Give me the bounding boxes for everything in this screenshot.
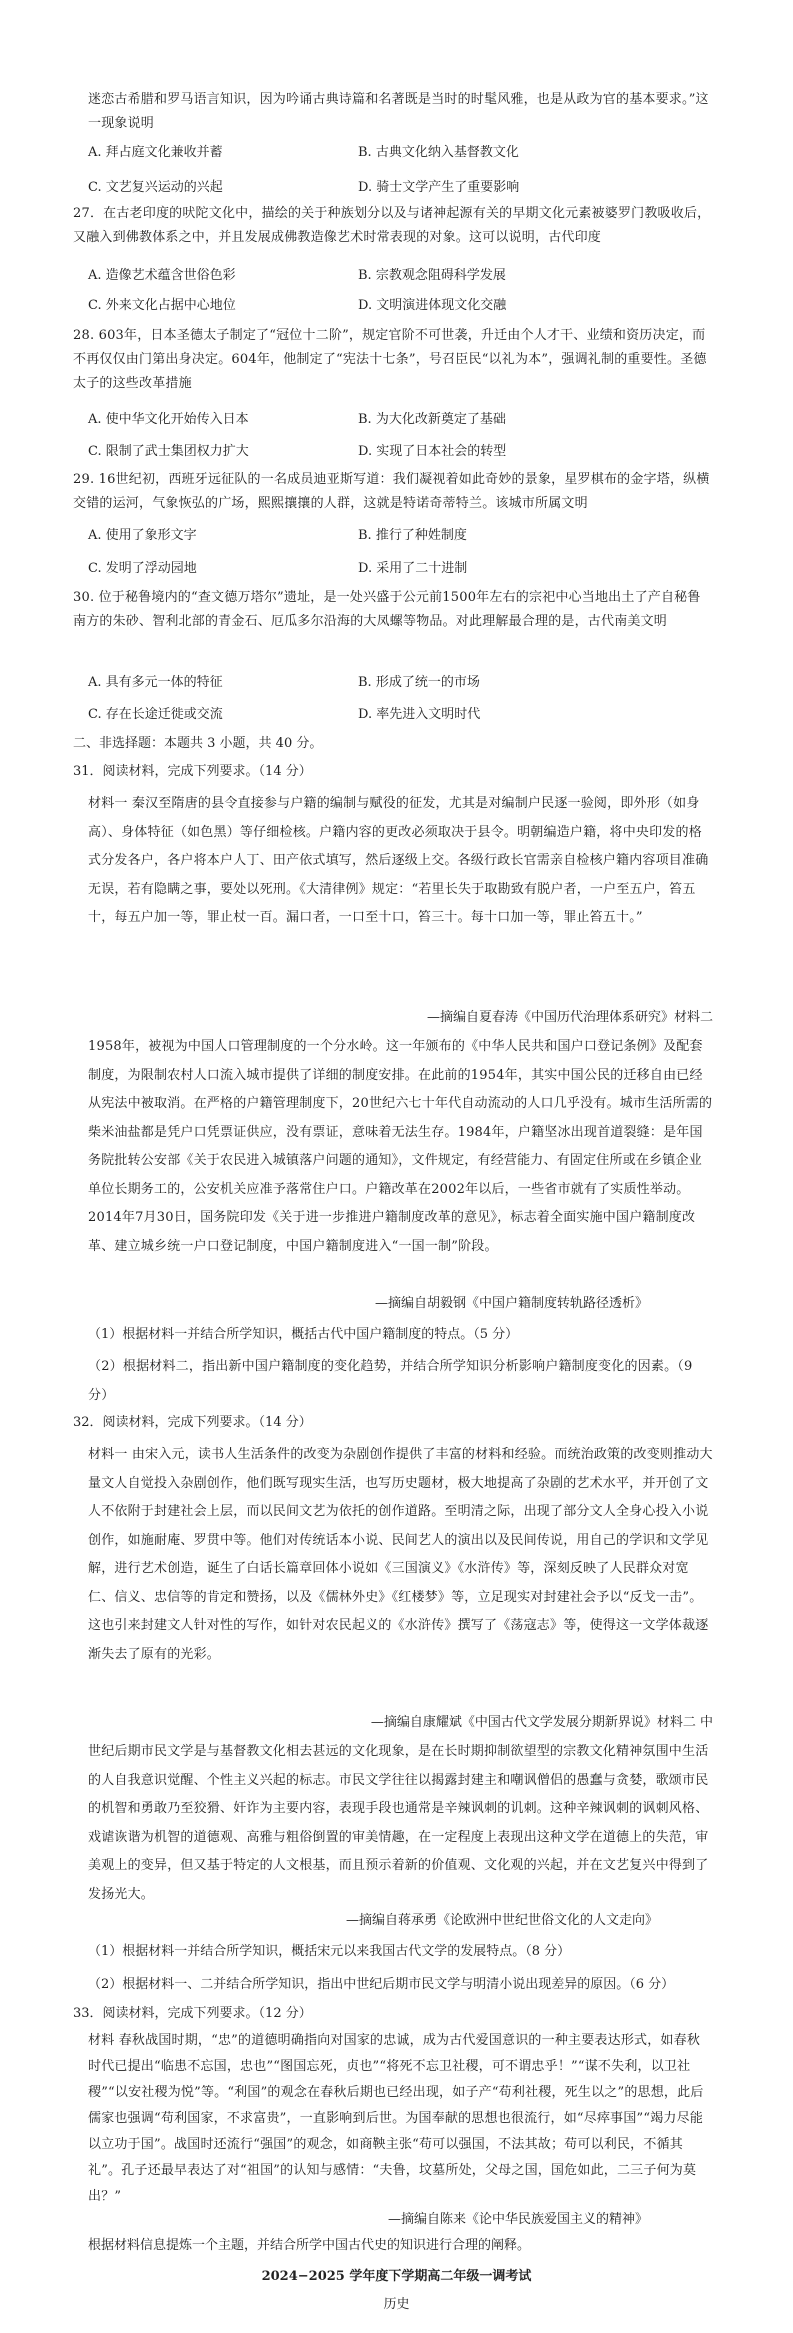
q27-option-b: B. 宗教观念阻碍科学发展: [358, 268, 506, 283]
q29-option-c: C. 发明了浮动园地: [88, 561, 197, 576]
q30-option-c: C. 存在长途迁徙或交流: [88, 707, 223, 722]
q33-material: 材料 春秋战国时期，“忠”的道德明确指向对国家的忠诚，成为古代爱国意识的一种主要表达形式，如春秋时代已提出“临患不忘国，忠也”“图国忘死，贞也”“将死不忘卫社稷，可不谓忠乎！”“谋不失利，以卫社稷”“以安社稷为悦”等。“利国”的观念在春秋后期也已经出现，如子产“苟利社稷，死生以之”的思想，此后儒家也强调“苟利国家，不求富贵”，一直影响到后世。为国奉献的思想也很流行，如“尽瘁事国”“竭力尽能以立功于国”。战国时还流行“强国”的观念，如商鞅主张“苟可以强国，不法其故；苟可以利民，不循其礼”。孔子还最早表达了对“祖国”的认知与感情：“夫鲁，坟墓所处，父母之国，国危如此，二三子何为莫出？”: [88, 2033, 704, 2204]
q31-material-2: 1958年，被视为中国人口管理制度的一个分水岭。这一年颁布的《中华人民共和国户口登记条例》及配套制度，为限制农村人口流入城市提供了详细的制度安排。在此前的1954年，其实中国公民的迁移自由已经从宪法中被取消。在严格的户籍管理制度下，20世纪六七十年代自动流动的人口几乎没有。城市生活所需的柴米油盐都是凭户口凭票证供应，没有票证，意味着无法生存。1984年，户籍坚冰出现首道裂缝：是年国务院批转公安部《关于农民进入城镇落户问题的通知》，文件规定，有经营能力、有固定住所或在乡镇企业单位长期务工的，公安机关应准予落常住户口。户籍改革在2002年以后，一些省市就有了实质性举动。2014年7月30日，国务院印发《关于进一步推进户籍制度改革的意见》，标志着全面实施中国户籍制度改革、建立城乡统一户口登记制度，中国户籍制度进入“一国一制”阶段。: [88, 1039, 713, 1254]
q30-option-b: B. 形成了统一的市场: [358, 675, 480, 690]
q26-stem-tail: 迷恋古希腊和罗马语言知识，因为吟诵古典诗篇和名著既是当时的时髦风雅，也是从政为官的基本要求。”这一现象说明: [88, 92, 709, 131]
q33-heading: 33．阅读材料，完成下列要求。（12 分）: [73, 2006, 312, 2021]
section-heading: 二、非选择题：本题共 3 小题，共 40 分。: [73, 736, 323, 751]
q31-requirement-2: （2）根据材料二，指出新中国户籍制度的变化趋势，并结合所学知识分析影响户籍制度变化的因素。（9 分）: [88, 1359, 693, 1403]
q29-option-b: B. 推行了种姓制度: [358, 528, 467, 543]
q29-option-d: D. 采用了二十进制: [358, 561, 468, 576]
q31-material-2-source: —摘编自胡毅钢《中国户籍制度转轨路径透析》: [374, 1296, 648, 1311]
q32-material-1: 材料一 由宋入元，读书人生活条件的改变为杂剧创作提供了丰富的材料和经验。而统治政策的改变则推动大量文人自觉投入杂剧创作，他们既写现实生活，也写历史题材，极大地提高了杂剧的艺术水平，并开创了文人不依附于封建社会上层，而以民间文艺为依托的创作道路。至明清之际，出现了部分文人全身心投入小说创作，如施耐庵、罗贯中等。他们对传统话本小说、民间艺人的演出以及民间传说，用自己的学识和文学见解，进行艺术创造，诞生了白话长篇章回体小说如《三国演义》《水浒传》等，深刻反映了人民群众对宽仁、信义、忠信等的肯定和赞扬，以及《儒林外史》《红楼梦》等，立足现实对封建社会予以“反戈一击”。这也引来封建文人针对性的写作，如针对农民起义的《水浒传》撰写了《荡寇志》等，使得这一文学体裁逐渐失去了原有的光彩。: [88, 1447, 713, 1662]
q29-stem: 29. 16世纪初，西班牙远征队的一名成员迪亚斯写道：我们凝视着如此奇妙的景象，星罗棋布的金字塔，纵横交错的运河，气象恢弘的广场，熙熙攘攘的人群，这就是特诺奇蒂特兰。该城市所属文明: [73, 472, 710, 511]
q32-requirement-1: （1）根据材料一并结合所学知识，概括宋元以来我国古代文学的发展特点。（8 分）: [88, 1944, 571, 1959]
q27-stem: 27．在古老印度的吠陀文化中，描绘的关于种族划分以及与诸神起源有关的早期文化元素被婆罗门教吸收后，又融入到佛教体系之中，并且发展成佛教造像艺术时常表现的对象。这可以说明，古代印度: [73, 206, 711, 245]
q26-option-c: C. 文艺复兴运动的兴起: [88, 180, 223, 195]
q30-option-d: D. 率先进入文明时代: [358, 707, 481, 722]
q31-material-1: 材料一 秦汉至隋唐的县令直接参与户籍的编制与赋役的征发，尤其是对编制户民逐一验阅，即外形（如身高）、身体特征（如色黑）等仔细检核。户籍内容的更改必须取决于县令。明朝编造户籍，将中央印发的格式分发各户，各户将本户人丁、田产依式填写，然后逐级上交。各级行政长官需亲自检核户籍内容项目准确无误，若有隐瞒之事，要处以死刑。《大清律例》规定：“若里长失于取勘致有脱户者，一户至五户，笞五十，每五户加一等，罪止杖一百。漏口者，一口至十口，笞三十。每十口加一等，罪止笞五十。”: [88, 796, 709, 925]
q29-option-a: A. 使用了象形文字: [88, 528, 197, 543]
q27-option-a: A. 造像艺术蕴含世俗色彩: [88, 268, 236, 283]
q32-material-1-source: —摘编自康耀斌《中国古代文学发展分期新界说》材料二 中: [370, 1715, 713, 1730]
q31-requirement-1: （1）根据材料一并结合所学知识，概括古代中国户籍制度的特点。（5 分）: [88, 1327, 519, 1342]
q26-option-d: D. 骑士文学产生了重要影响: [358, 180, 520, 195]
q28-option-a: A. 使中华文化开始传入日本: [88, 412, 249, 427]
q30-option-a: A. 具有多元一体的特征: [88, 675, 223, 690]
q32-heading: 32．阅读材料，完成下列要求。（14 分）: [73, 1415, 312, 1430]
q28-option-b: B. 为大化改新奠定了基础: [358, 412, 506, 427]
q32-requirement-2: （2）根据材料一、二并结合所学知识，指出中世纪后期市民文学与明清小说出现差异的原因。（6 分）: [88, 1977, 675, 1992]
q31-heading: 31．阅读材料，完成下列要求。（14 分）: [73, 764, 312, 779]
exam-title: 2024−2025 学年度下学期高二年级一调考试: [261, 2269, 532, 2284]
q28-stem: 28. 603年，日本圣德太子制定了“冠位十二阶”，规定官阶不可世袭，升迁由个人才干、业绩和资历决定，而不再仅仅由门第出身决定。604年，他制定了“宪法十七条”，号召臣民“以礼为本”，强调礼制的重要性。圣德太子的这些改革措施: [73, 328, 707, 391]
q26-option-a: A. 拜占庭文化兼收并蓄: [88, 145, 223, 160]
q27-option-c: C. 外来文化占据中心地位: [88, 298, 236, 313]
q32-material-2-source: —摘编自蒋承勇《论欧洲中世纪世俗文化的人文走向》: [345, 1913, 658, 1928]
q31-material-1-source: —摘编自夏春涛《中国历代治理体系研究》材料二: [426, 1010, 713, 1025]
q28-option-d: D. 实现了日本社会的转型: [358, 444, 507, 459]
q33-requirement: 根据材料信息提炼一个主题，并结合所学中国古代史的知识进行合理的阐释。: [88, 2238, 531, 2253]
q32-material-2: 世纪后期市民文学是与基督教文化相去甚远的文化现象，是在长时期抑制欲望型的宗教文化精神氛围中生活的人自我意识觉醒、个性主义兴起的标志。市民文学往往以揭露封建主和嘲讽僧侣的愚蠢与贪婪，歌颂市民的机智和勇敢乃至狡猾、奸诈为主要内容，表现手段也通常是辛辣讽刺的讥刺。这种辛辣讽刺的讽刺风格、戏谑诙谐为机智的道德观、高雅与粗俗倒置的审美情趣，在一定程度上表现出这种文学在道德上的失范，审美观上的变异，但又基于特定的人文根基，而且预示着新的价值观、文化观的兴起，并在文艺复兴中得到了发扬光大。: [88, 1744, 709, 1902]
q26-option-b: B. 古典文化纳入基督教文化: [358, 145, 519, 160]
q27-option-d: D. 文明演进体现文化交融: [358, 298, 507, 313]
q33-material-source: —摘编自陈来《论中华民族爱国主义的精神》: [387, 2212, 648, 2227]
q28-option-c: C. 限制了武士集团权力扩大: [88, 444, 249, 459]
subject-label: 历史: [383, 2297, 410, 2312]
q30-stem: 30. 位于秘鲁境内的“查文德万塔尔”遗址，是一处兴盛于公元前1500年左右的宗祀中心当地出土了产自秘鲁南方的朱砂、智利北部的青金石、厄瓜多尔沿海的大凤螺等物品。对此理解最合理的是，古代南美文明: [73, 590, 701, 629]
